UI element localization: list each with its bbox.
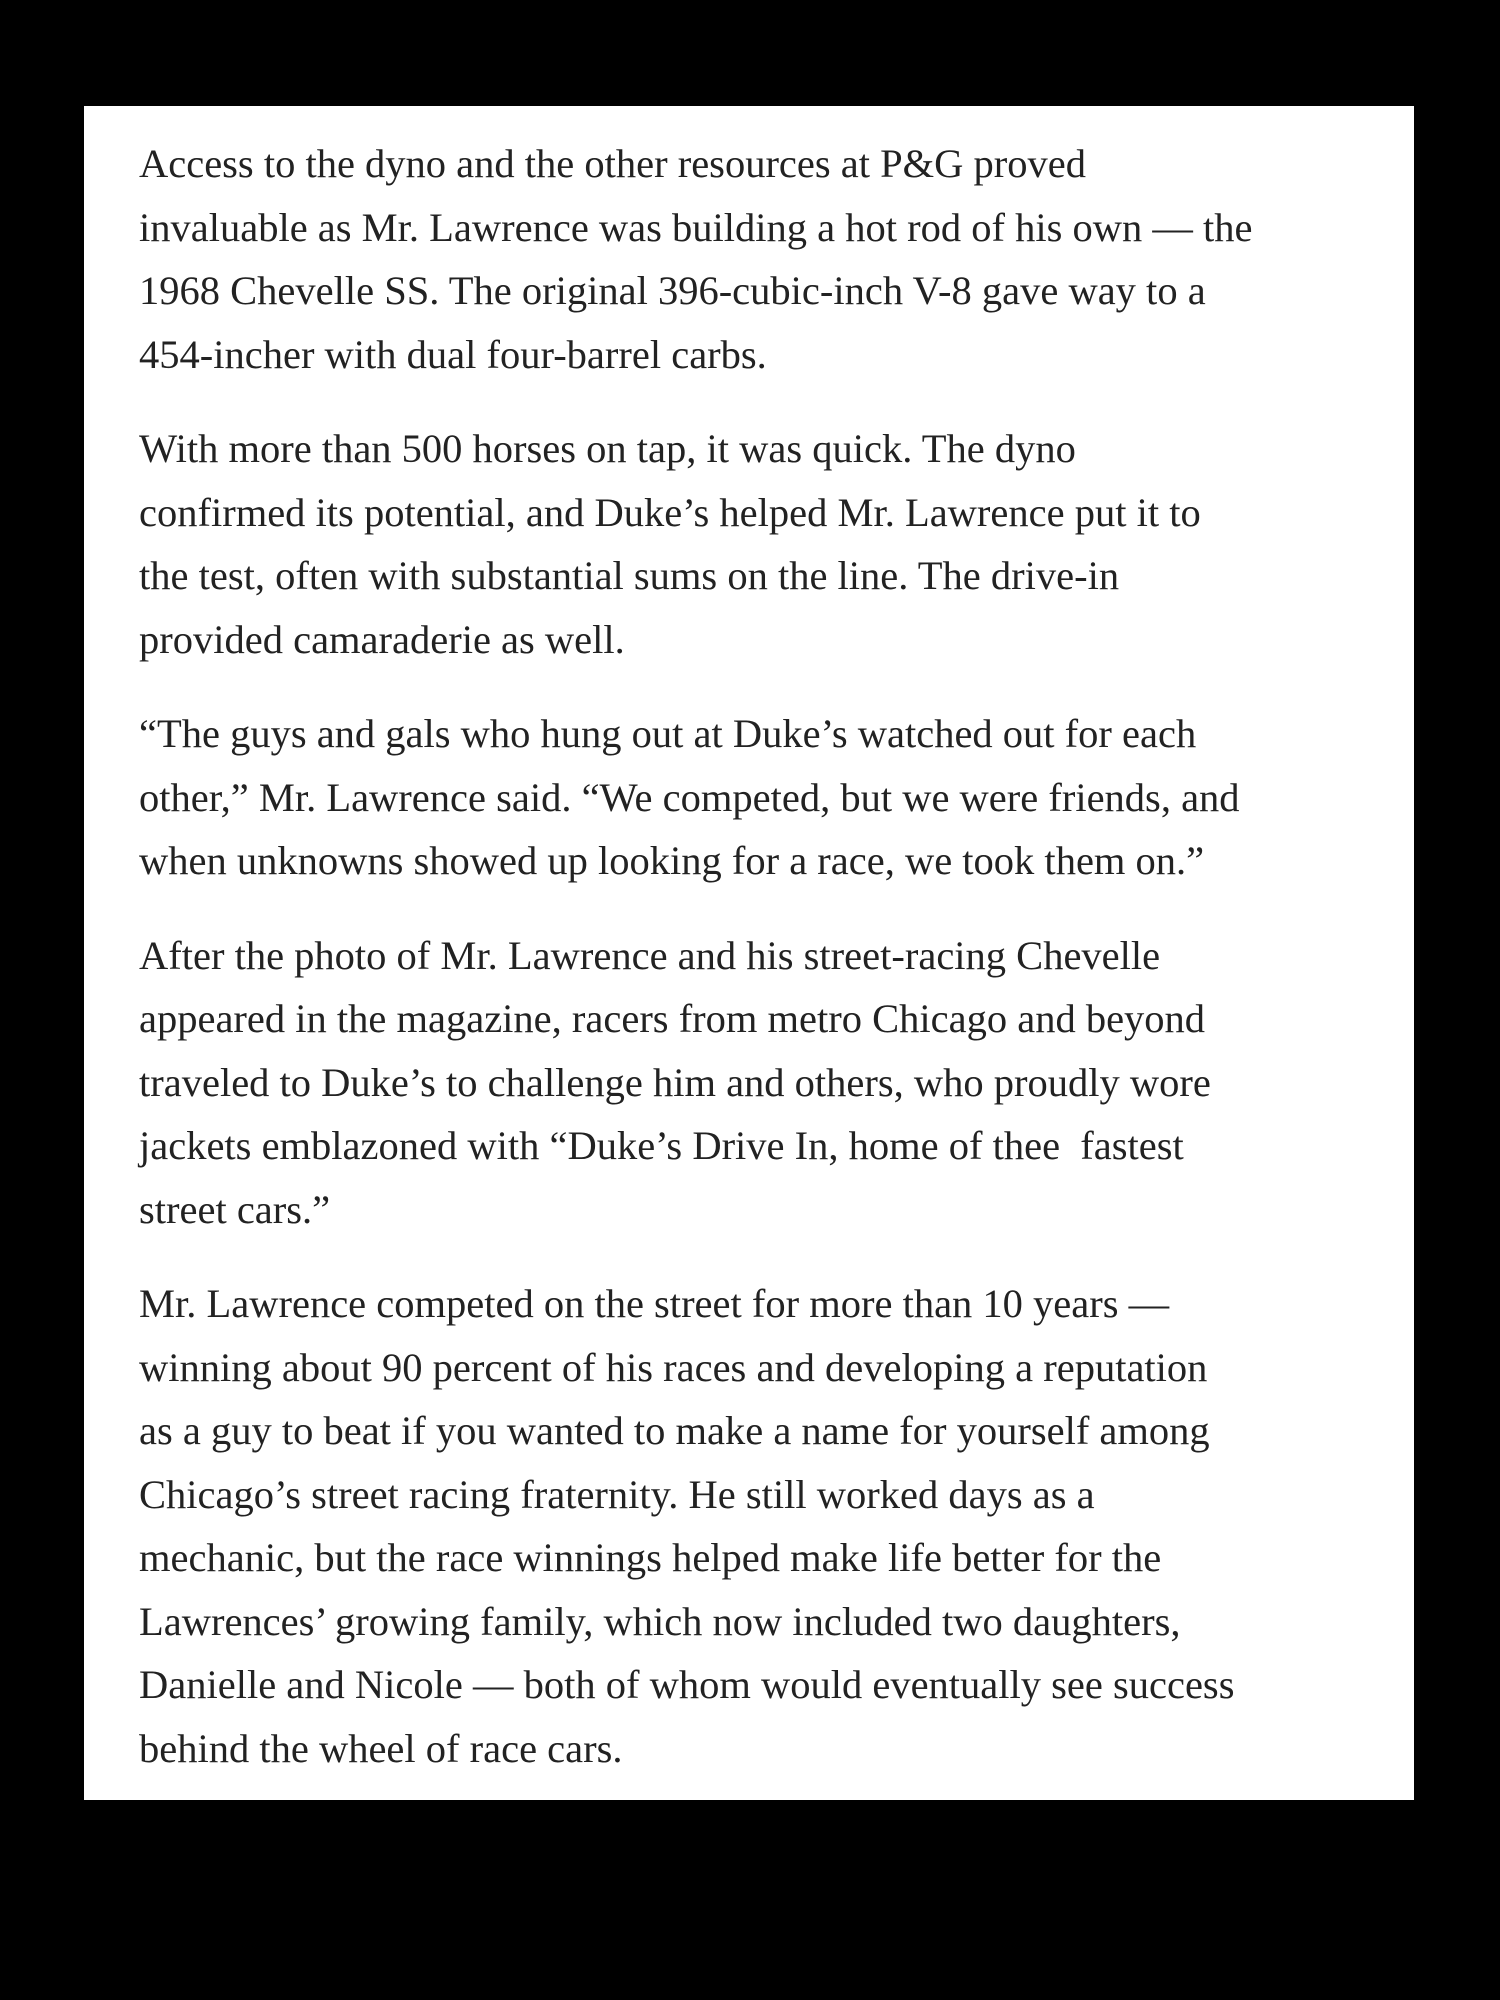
- article-paragraph-4: After the photo of Mr. Lawrence and his street-racing Chevelle appeared in the magazine, racers from metro Chicago and beyond traveled to Duke’s to challenge him and others, who proudly wore jackets emblazoned with “Duke’s Drive In, home of thee fastest street cars.”: [139, 932, 1211, 1232]
- article-body: [139, 132, 1404, 1780]
- article-paragraph-2: With more than 500 horses on tap, it was quick. The dyno confirmed its potential, and Duke’s helped Mr. Lawrence put it to the test, often with substantial sums on the line. The drive-in provided camaraderie as well.: [139, 426, 1201, 662]
- article-paragraph-3: “The guys and gals who hung out at Duke’s watched out for each other,” Mr. Lawrence said. “We competed, but we were friends, and when unknowns showed up looking for a race, we took them on.”: [139, 711, 1240, 883]
- article-paragraph-5: Mr. Lawrence competed on the street for more than 10 years — winning about 90 percent of his races and developing a reputation as a guy to beat if you wanted to make a name for yourself among Chicago’s street racing fraternity. He still worked days as a mechanic, but the race winnings helped make life better for the Lawrences’ growing family, which now included two daughters, Danielle and Nicole — both of whom would eventually see success behind the wheel of race cars.: [139, 1281, 1235, 1771]
- article-paragraph-1: Access to the dyno and the other resources at P&G proved invaluable as Mr. Lawrence was building a hot rod of his own — the 1968 Chevelle SS. The original 396-cubic-inch V-8 gave way to a 454-incher with dual four-barrel carbs.: [139, 141, 1253, 377]
- article-card: [84, 106, 1414, 1800]
